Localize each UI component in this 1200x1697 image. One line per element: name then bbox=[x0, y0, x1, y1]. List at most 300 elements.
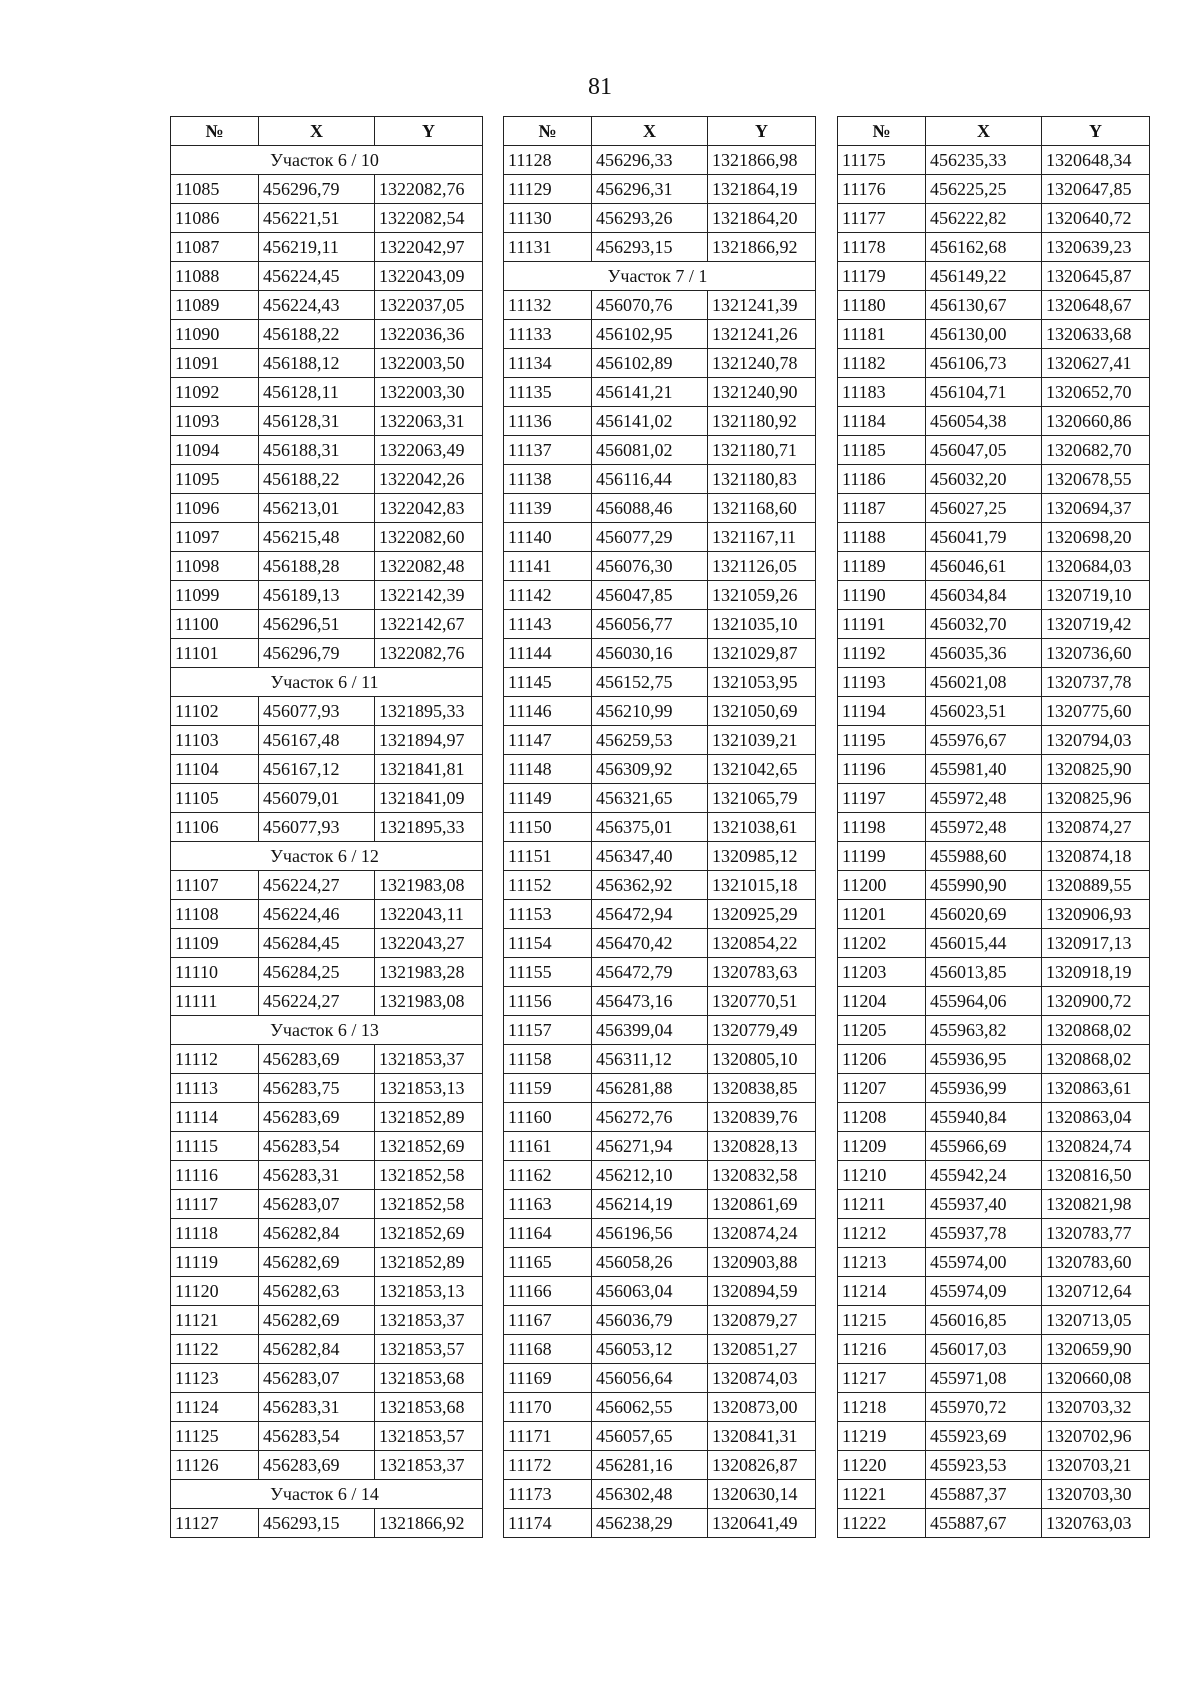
table-row bbox=[171, 262, 483, 291]
y-coordinate: 1322082,60 bbox=[375, 523, 483, 552]
table-row bbox=[171, 697, 483, 726]
x-coordinate: 456296,31 bbox=[592, 175, 708, 204]
y-coordinate: 1320874,03 bbox=[708, 1364, 816, 1393]
x-coordinate: 456212,10 bbox=[592, 1161, 708, 1190]
x-coordinate: 456283,69 bbox=[259, 1103, 375, 1132]
x-coordinate: 456472,94 bbox=[592, 900, 708, 929]
point-number: 11185 bbox=[838, 436, 926, 465]
header-y: Y bbox=[708, 117, 816, 146]
x-coordinate: 455970,72 bbox=[926, 1393, 1042, 1422]
y-coordinate: 1321053,95 bbox=[708, 668, 816, 697]
y-coordinate: 1320783,60 bbox=[1042, 1248, 1150, 1277]
x-coordinate: 456088,46 bbox=[592, 494, 708, 523]
y-coordinate: 1320694,37 bbox=[1042, 494, 1150, 523]
point-number: 11094 bbox=[171, 436, 259, 465]
x-coordinate: 456222,82 bbox=[926, 204, 1042, 233]
y-coordinate: 1321853,37 bbox=[375, 1451, 483, 1480]
section-title: Участок 6 / 13 bbox=[171, 1016, 483, 1045]
x-coordinate: 456224,27 bbox=[259, 871, 375, 900]
x-coordinate: 456296,51 bbox=[259, 610, 375, 639]
point-number: 11141 bbox=[504, 552, 592, 581]
y-coordinate: 1320659,90 bbox=[1042, 1335, 1150, 1364]
x-coordinate: 456224,45 bbox=[259, 262, 375, 291]
table-row bbox=[171, 726, 483, 755]
y-coordinate: 1321042,65 bbox=[708, 755, 816, 784]
y-coordinate: 1320873,00 bbox=[708, 1393, 816, 1422]
point-number: 11117 bbox=[171, 1190, 259, 1219]
table-row bbox=[838, 407, 1150, 436]
point-number: 11169 bbox=[504, 1364, 592, 1393]
point-number: 11157 bbox=[504, 1016, 592, 1045]
point-number: 11164 bbox=[504, 1219, 592, 1248]
table-row bbox=[838, 958, 1150, 987]
y-coordinate: 1322003,50 bbox=[375, 349, 483, 378]
y-coordinate: 1321038,61 bbox=[708, 813, 816, 842]
point-number: 11131 bbox=[504, 233, 592, 262]
point-number: 11085 bbox=[171, 175, 259, 204]
y-coordinate: 1320719,42 bbox=[1042, 610, 1150, 639]
x-coordinate: 456309,92 bbox=[592, 755, 708, 784]
table-row bbox=[838, 1393, 1150, 1422]
table-row bbox=[838, 494, 1150, 523]
point-number: 11168 bbox=[504, 1335, 592, 1364]
table-body bbox=[171, 146, 483, 1538]
table-row bbox=[504, 1248, 816, 1277]
point-number: 11219 bbox=[838, 1422, 926, 1451]
y-coordinate: 1321853,68 bbox=[375, 1364, 483, 1393]
x-coordinate: 456282,84 bbox=[259, 1335, 375, 1364]
x-coordinate: 456013,85 bbox=[926, 958, 1042, 987]
y-coordinate: 1322082,76 bbox=[375, 639, 483, 668]
point-number: 11193 bbox=[838, 668, 926, 697]
x-coordinate: 456081,02 bbox=[592, 436, 708, 465]
x-coordinate: 456053,12 bbox=[592, 1335, 708, 1364]
header-y: Y bbox=[1042, 117, 1150, 146]
table-row bbox=[838, 1132, 1150, 1161]
table-row bbox=[504, 494, 816, 523]
point-number: 11213 bbox=[838, 1248, 926, 1277]
y-coordinate: 1320652,70 bbox=[1042, 378, 1150, 407]
point-number: 11112 bbox=[171, 1045, 259, 1074]
y-coordinate: 1321866,98 bbox=[708, 146, 816, 175]
section-row bbox=[171, 842, 483, 871]
x-coordinate: 456023,51 bbox=[926, 697, 1042, 726]
table-row bbox=[504, 1074, 816, 1103]
x-coordinate: 456282,84 bbox=[259, 1219, 375, 1248]
x-coordinate: 456293,15 bbox=[259, 1509, 375, 1538]
x-coordinate: 456106,73 bbox=[926, 349, 1042, 378]
x-coordinate: 456076,30 bbox=[592, 552, 708, 581]
table-row bbox=[504, 1335, 816, 1364]
x-coordinate: 456224,43 bbox=[259, 291, 375, 320]
table-row bbox=[504, 436, 816, 465]
x-coordinate: 456020,69 bbox=[926, 900, 1042, 929]
table-row bbox=[504, 842, 816, 871]
table-row bbox=[838, 581, 1150, 610]
x-coordinate: 455974,00 bbox=[926, 1248, 1042, 1277]
y-coordinate: 1321853,37 bbox=[375, 1045, 483, 1074]
table-row bbox=[171, 1393, 483, 1422]
table-row bbox=[838, 871, 1150, 900]
table-row bbox=[838, 1364, 1150, 1393]
x-coordinate: 456015,44 bbox=[926, 929, 1042, 958]
x-coordinate: 456035,36 bbox=[926, 639, 1042, 668]
table-row bbox=[838, 146, 1150, 175]
y-coordinate: 1321168,60 bbox=[708, 494, 816, 523]
point-number: 11173 bbox=[504, 1480, 592, 1509]
point-number: 11215 bbox=[838, 1306, 926, 1335]
x-coordinate: 456311,12 bbox=[592, 1045, 708, 1074]
point-number: 11105 bbox=[171, 784, 259, 813]
point-number: 11194 bbox=[838, 697, 926, 726]
x-coordinate: 456027,25 bbox=[926, 494, 1042, 523]
table-row bbox=[504, 1393, 816, 1422]
x-coordinate: 456272,76 bbox=[592, 1103, 708, 1132]
y-coordinate: 1320630,14 bbox=[708, 1480, 816, 1509]
table-row bbox=[838, 233, 1150, 262]
y-coordinate: 1320737,78 bbox=[1042, 668, 1150, 697]
point-number: 11099 bbox=[171, 581, 259, 610]
y-coordinate: 1321015,18 bbox=[708, 871, 816, 900]
y-coordinate: 1322082,48 bbox=[375, 552, 483, 581]
point-number: 11195 bbox=[838, 726, 926, 755]
table-body bbox=[504, 146, 816, 1538]
y-coordinate: 1320841,31 bbox=[708, 1422, 816, 1451]
table-row bbox=[171, 1074, 483, 1103]
header-x: X bbox=[592, 117, 708, 146]
table-row bbox=[504, 668, 816, 697]
x-coordinate: 456283,69 bbox=[259, 1451, 375, 1480]
y-coordinate: 1321065,79 bbox=[708, 784, 816, 813]
y-coordinate: 1321853,37 bbox=[375, 1306, 483, 1335]
point-number: 11212 bbox=[838, 1219, 926, 1248]
point-number: 11211 bbox=[838, 1190, 926, 1219]
point-number: 11152 bbox=[504, 871, 592, 900]
point-number: 11177 bbox=[838, 204, 926, 233]
x-coordinate: 456210,99 bbox=[592, 697, 708, 726]
y-coordinate: 1320783,63 bbox=[708, 958, 816, 987]
point-number: 11183 bbox=[838, 378, 926, 407]
x-coordinate: 456221,51 bbox=[259, 204, 375, 233]
point-number: 11138 bbox=[504, 465, 592, 494]
section-row bbox=[171, 668, 483, 697]
x-coordinate: 456056,64 bbox=[592, 1364, 708, 1393]
section-row bbox=[504, 262, 816, 291]
point-number: 11130 bbox=[504, 204, 592, 233]
table-row bbox=[504, 1364, 816, 1393]
point-number: 11090 bbox=[171, 320, 259, 349]
y-coordinate: 1320874,27 bbox=[1042, 813, 1150, 842]
x-coordinate: 456284,45 bbox=[259, 929, 375, 958]
table-row bbox=[838, 987, 1150, 1016]
table-row bbox=[504, 233, 816, 262]
point-number: 11133 bbox=[504, 320, 592, 349]
y-coordinate: 1320825,96 bbox=[1042, 784, 1150, 813]
point-number: 11108 bbox=[171, 900, 259, 929]
table-row bbox=[838, 1016, 1150, 1045]
point-number: 11197 bbox=[838, 784, 926, 813]
x-coordinate: 456283,31 bbox=[259, 1161, 375, 1190]
table-row bbox=[171, 784, 483, 813]
table-row bbox=[838, 1219, 1150, 1248]
y-coordinate: 1322036,36 bbox=[375, 320, 483, 349]
header-no: № bbox=[838, 117, 926, 146]
x-coordinate: 456225,25 bbox=[926, 175, 1042, 204]
table-row bbox=[504, 726, 816, 755]
y-coordinate: 1321180,83 bbox=[708, 465, 816, 494]
table-row bbox=[171, 407, 483, 436]
point-number: 11170 bbox=[504, 1393, 592, 1422]
table-row bbox=[171, 1364, 483, 1393]
point-number: 11206 bbox=[838, 1045, 926, 1074]
point-number: 11114 bbox=[171, 1103, 259, 1132]
table-row bbox=[838, 349, 1150, 378]
y-coordinate: 1322043,11 bbox=[375, 900, 483, 929]
x-coordinate: 455974,09 bbox=[926, 1277, 1042, 1306]
y-coordinate: 1322063,49 bbox=[375, 436, 483, 465]
point-number: 11200 bbox=[838, 871, 926, 900]
table-row bbox=[504, 958, 816, 987]
table-row bbox=[504, 1422, 816, 1451]
table-row bbox=[504, 407, 816, 436]
point-number: 11166 bbox=[504, 1277, 592, 1306]
table-row bbox=[838, 291, 1150, 320]
point-number: 11118 bbox=[171, 1219, 259, 1248]
point-number: 11143 bbox=[504, 610, 592, 639]
table-row bbox=[171, 958, 483, 987]
table-row bbox=[171, 1277, 483, 1306]
table-row bbox=[504, 987, 816, 1016]
point-number: 11088 bbox=[171, 262, 259, 291]
x-coordinate: 456399,04 bbox=[592, 1016, 708, 1045]
x-coordinate: 455936,95 bbox=[926, 1045, 1042, 1074]
x-coordinate: 455990,90 bbox=[926, 871, 1042, 900]
y-coordinate: 1320821,98 bbox=[1042, 1190, 1150, 1219]
x-coordinate: 456235,33 bbox=[926, 146, 1042, 175]
table-row bbox=[171, 639, 483, 668]
y-coordinate: 1322003,30 bbox=[375, 378, 483, 407]
y-coordinate: 1320861,69 bbox=[708, 1190, 816, 1219]
header-x: X bbox=[926, 117, 1042, 146]
table-row bbox=[171, 1219, 483, 1248]
y-coordinate: 1320906,93 bbox=[1042, 900, 1150, 929]
x-coordinate: 456188,31 bbox=[259, 436, 375, 465]
table-row bbox=[171, 204, 483, 233]
table-row bbox=[171, 755, 483, 784]
y-coordinate: 1320698,20 bbox=[1042, 523, 1150, 552]
coordinate-table-2 bbox=[503, 116, 816, 1538]
table-row bbox=[171, 987, 483, 1016]
table-row bbox=[171, 900, 483, 929]
x-coordinate: 456057,65 bbox=[592, 1422, 708, 1451]
y-coordinate: 1320703,21 bbox=[1042, 1451, 1150, 1480]
table-row bbox=[171, 378, 483, 407]
table-row bbox=[504, 146, 816, 175]
point-number: 11091 bbox=[171, 349, 259, 378]
x-coordinate: 456054,38 bbox=[926, 407, 1042, 436]
y-coordinate: 1320894,59 bbox=[708, 1277, 816, 1306]
point-number: 11103 bbox=[171, 726, 259, 755]
point-number: 11122 bbox=[171, 1335, 259, 1364]
header-y: Y bbox=[375, 117, 483, 146]
table-row bbox=[838, 1045, 1150, 1074]
table-row bbox=[504, 291, 816, 320]
table-row bbox=[171, 813, 483, 842]
x-coordinate: 456021,08 bbox=[926, 668, 1042, 697]
x-coordinate: 456032,20 bbox=[926, 465, 1042, 494]
table-row bbox=[171, 1451, 483, 1480]
y-coordinate: 1320854,22 bbox=[708, 929, 816, 958]
x-coordinate: 455937,40 bbox=[926, 1190, 1042, 1219]
y-coordinate: 1321240,90 bbox=[708, 378, 816, 407]
y-coordinate: 1321853,57 bbox=[375, 1335, 483, 1364]
point-number: 11144 bbox=[504, 639, 592, 668]
x-coordinate: 456036,79 bbox=[592, 1306, 708, 1335]
table-row bbox=[171, 291, 483, 320]
x-coordinate: 456296,79 bbox=[259, 175, 375, 204]
point-number: 11129 bbox=[504, 175, 592, 204]
y-coordinate: 1320985,12 bbox=[708, 842, 816, 871]
y-coordinate: 1321853,68 bbox=[375, 1393, 483, 1422]
y-coordinate: 1320633,68 bbox=[1042, 320, 1150, 349]
point-number: 11165 bbox=[504, 1248, 592, 1277]
y-coordinate: 1320639,23 bbox=[1042, 233, 1150, 262]
x-coordinate: 456347,40 bbox=[592, 842, 708, 871]
table-row bbox=[171, 581, 483, 610]
y-coordinate: 1321853,13 bbox=[375, 1074, 483, 1103]
table-row bbox=[171, 436, 483, 465]
y-coordinate: 1320640,72 bbox=[1042, 204, 1150, 233]
y-coordinate: 1321864,20 bbox=[708, 204, 816, 233]
table-row bbox=[838, 175, 1150, 204]
point-number: 11214 bbox=[838, 1277, 926, 1306]
x-coordinate: 456102,95 bbox=[592, 320, 708, 349]
y-coordinate: 1321167,11 bbox=[708, 523, 816, 552]
table-row bbox=[171, 233, 483, 262]
x-coordinate: 456188,28 bbox=[259, 552, 375, 581]
coordinate-tables bbox=[0, 116, 1200, 1596]
table-row bbox=[838, 1335, 1150, 1364]
table-row bbox=[504, 523, 816, 552]
x-coordinate: 456167,48 bbox=[259, 726, 375, 755]
point-number: 11135 bbox=[504, 378, 592, 407]
table-row bbox=[171, 523, 483, 552]
y-coordinate: 1320868,02 bbox=[1042, 1016, 1150, 1045]
point-number: 11196 bbox=[838, 755, 926, 784]
y-coordinate: 1321852,89 bbox=[375, 1103, 483, 1132]
point-number: 11089 bbox=[171, 291, 259, 320]
point-number: 11124 bbox=[171, 1393, 259, 1422]
y-coordinate: 1320713,05 bbox=[1042, 1306, 1150, 1335]
y-coordinate: 1321180,71 bbox=[708, 436, 816, 465]
x-coordinate: 456284,25 bbox=[259, 958, 375, 987]
x-coordinate: 456041,79 bbox=[926, 523, 1042, 552]
point-number: 11120 bbox=[171, 1277, 259, 1306]
point-number: 11147 bbox=[504, 726, 592, 755]
table-row bbox=[171, 1045, 483, 1074]
point-number: 11146 bbox=[504, 697, 592, 726]
point-number: 11205 bbox=[838, 1016, 926, 1045]
x-coordinate: 456213,01 bbox=[259, 494, 375, 523]
point-number: 11189 bbox=[838, 552, 926, 581]
table-row bbox=[838, 929, 1150, 958]
y-coordinate: 1320874,24 bbox=[708, 1219, 816, 1248]
table-row bbox=[504, 1480, 816, 1509]
y-coordinate: 1321866,92 bbox=[708, 233, 816, 262]
point-number: 11125 bbox=[171, 1422, 259, 1451]
x-coordinate: 456102,89 bbox=[592, 349, 708, 378]
y-coordinate: 1320874,18 bbox=[1042, 842, 1150, 871]
x-coordinate: 455940,84 bbox=[926, 1103, 1042, 1132]
y-coordinate: 1321852,89 bbox=[375, 1248, 483, 1277]
y-coordinate: 1320851,27 bbox=[708, 1335, 816, 1364]
x-coordinate: 456472,79 bbox=[592, 958, 708, 987]
x-coordinate: 456473,16 bbox=[592, 987, 708, 1016]
y-coordinate: 1321894,97 bbox=[375, 726, 483, 755]
x-coordinate: 456293,15 bbox=[592, 233, 708, 262]
y-coordinate: 1321983,08 bbox=[375, 871, 483, 900]
x-coordinate: 456032,70 bbox=[926, 610, 1042, 639]
y-coordinate: 1322082,54 bbox=[375, 204, 483, 233]
coordinate-table-1 bbox=[170, 116, 483, 1538]
y-coordinate: 1321895,33 bbox=[375, 697, 483, 726]
x-coordinate: 456362,92 bbox=[592, 871, 708, 900]
table-row bbox=[504, 175, 816, 204]
y-coordinate: 1321039,21 bbox=[708, 726, 816, 755]
y-coordinate: 1320712,64 bbox=[1042, 1277, 1150, 1306]
table-row bbox=[171, 494, 483, 523]
y-coordinate: 1321983,08 bbox=[375, 987, 483, 1016]
table-row bbox=[838, 610, 1150, 639]
y-coordinate: 1320645,87 bbox=[1042, 262, 1150, 291]
table-row bbox=[171, 1132, 483, 1161]
x-coordinate: 456375,01 bbox=[592, 813, 708, 842]
point-number: 11139 bbox=[504, 494, 592, 523]
point-number: 11187 bbox=[838, 494, 926, 523]
table-row bbox=[838, 784, 1150, 813]
point-number: 11220 bbox=[838, 1451, 926, 1480]
x-coordinate: 456283,69 bbox=[259, 1045, 375, 1074]
y-coordinate: 1320703,32 bbox=[1042, 1393, 1150, 1422]
x-coordinate: 455988,60 bbox=[926, 842, 1042, 871]
point-number: 11151 bbox=[504, 842, 592, 871]
point-number: 11104 bbox=[171, 755, 259, 784]
x-coordinate: 456215,48 bbox=[259, 523, 375, 552]
section-title: Участок 6 / 14 bbox=[171, 1480, 483, 1509]
y-coordinate: 1320682,70 bbox=[1042, 436, 1150, 465]
y-coordinate: 1320719,10 bbox=[1042, 581, 1150, 610]
header-row bbox=[838, 117, 1150, 146]
table-row bbox=[504, 378, 816, 407]
x-coordinate: 456063,04 bbox=[592, 1277, 708, 1306]
y-coordinate: 1320763,03 bbox=[1042, 1509, 1150, 1538]
table-row bbox=[838, 1306, 1150, 1335]
table-row bbox=[838, 639, 1150, 668]
table-row bbox=[838, 1248, 1150, 1277]
table-row bbox=[838, 813, 1150, 842]
point-number: 11180 bbox=[838, 291, 926, 320]
table-row bbox=[838, 1509, 1150, 1538]
table-row bbox=[838, 1422, 1150, 1451]
point-number: 11199 bbox=[838, 842, 926, 871]
x-coordinate: 456167,12 bbox=[259, 755, 375, 784]
point-number: 11222 bbox=[838, 1509, 926, 1538]
x-coordinate: 456141,21 bbox=[592, 378, 708, 407]
y-coordinate: 1321852,58 bbox=[375, 1190, 483, 1219]
x-coordinate: 456130,00 bbox=[926, 320, 1042, 349]
x-coordinate: 456259,53 bbox=[592, 726, 708, 755]
y-coordinate: 1321895,33 bbox=[375, 813, 483, 842]
